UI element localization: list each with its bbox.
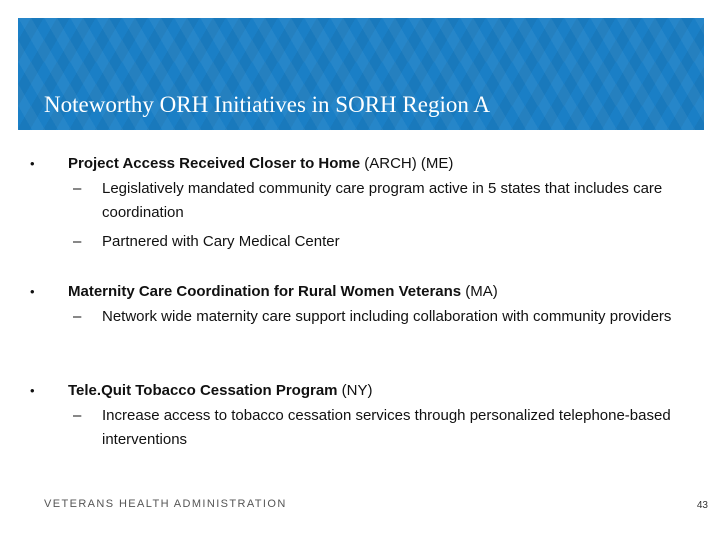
- bullet-icon: •: [30, 383, 35, 398]
- slide-title: Noteworthy ORH Initiatives in SORH Region A: [44, 92, 490, 117]
- item-heading: [68, 380, 690, 402]
- item-title-rest: (ARCH) (ME): [360, 155, 454, 172]
- item-title-bold: Maternity Care Coordination for Rural Women Veterans: [68, 283, 462, 300]
- item-title-rest: (MA): [461, 283, 498, 300]
- sub-bullet-text: Legislatively mandated community care program active in 5 states that includes care coordination: [102, 180, 663, 221]
- item-heading: [68, 153, 690, 175]
- bullet-icon: •: [30, 284, 35, 299]
- item-title-bold: Project Access Received Closer to Home: [68, 155, 361, 172]
- item-title-rest: (NY): [337, 382, 373, 399]
- dash-icon: –: [73, 407, 82, 424]
- item-heading: [68, 281, 690, 303]
- dash-icon: –: [73, 180, 82, 197]
- sub-bullet: [68, 177, 690, 225]
- bullet-item-arch: [30, 153, 690, 254]
- dash-icon: –: [73, 308, 82, 325]
- bullet-item-telequit: [30, 380, 690, 452]
- bullet-icon: •: [30, 156, 35, 171]
- sub-bullet-text: Increase access to tobacco cessation services through personalized telephone-based interventions: [102, 407, 671, 448]
- page-number: 43: [696, 500, 708, 511]
- sub-bullet-text: Network wide maternity care support including collaboration with community providers: [102, 308, 672, 325]
- dash-icon: –: [73, 233, 82, 250]
- sub-bullet: [68, 305, 690, 329]
- item-title-bold: Tele.Quit Tobacco Cessation Program: [68, 382, 338, 399]
- bullet-item-maternity: [30, 281, 690, 329]
- sub-bullet: [68, 404, 690, 452]
- sub-bullet-text: Partnered with Cary Medical Center: [102, 233, 340, 250]
- footer-organization: VETERANS HEALTH ADMINISTRATION: [44, 498, 287, 510]
- sub-bullet: [68, 230, 690, 254]
